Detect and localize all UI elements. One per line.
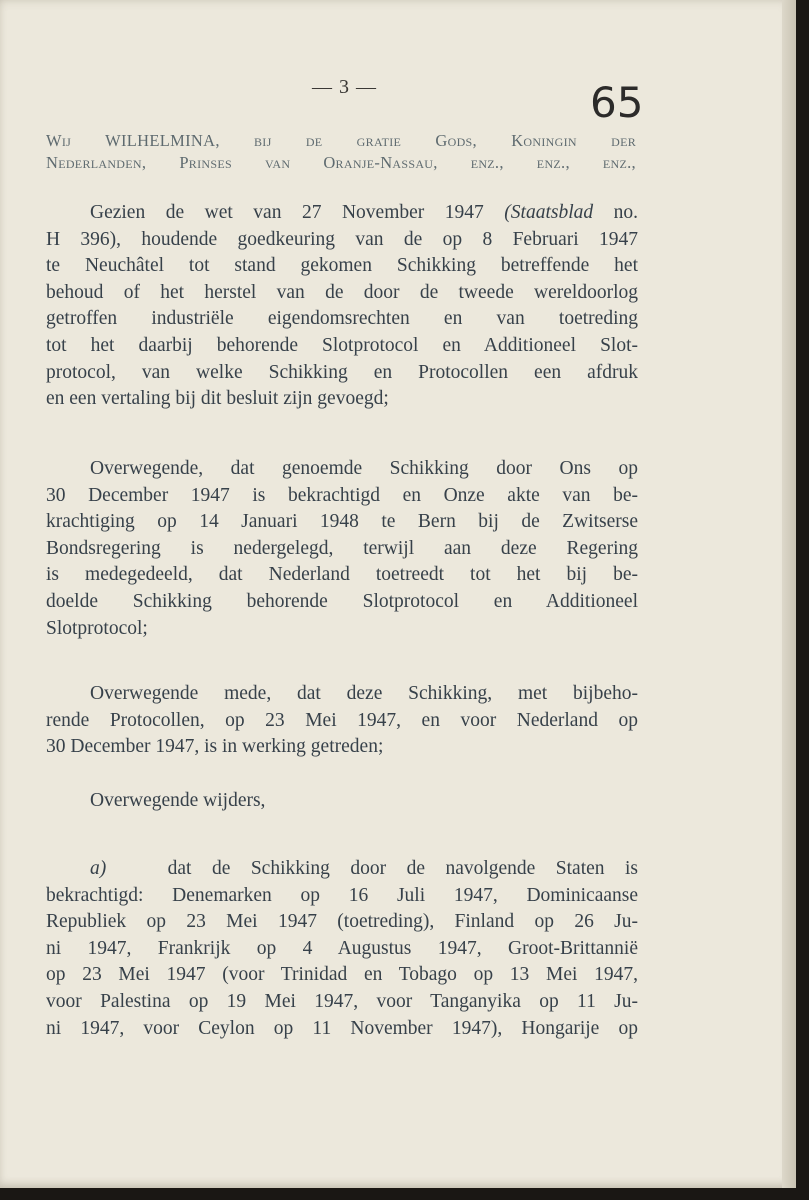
paragraph-gezien	[46, 200, 638, 413]
text-line: Slotprotocol;	[46, 617, 148, 639]
text-line: H 396), houdende goedkeuring van de op 8 Februari 1947	[46, 228, 638, 250]
text-line: Bondsregering is nedergelegd, terwijl aan deze Regering	[46, 537, 638, 559]
text-line: tot het daarbij behorende Slotprotocol en Additioneel Slot-	[46, 334, 638, 356]
text-line: Overwegende wijders,	[90, 790, 266, 811]
page-edge	[782, 0, 796, 1188]
header-line-2: Nederlanden, Prinses van Oranje-Nassau, enz., enz., enz.,	[46, 153, 636, 172]
text-line: 30 December 1947 is bekrachtigd en Onze akte van be-	[46, 484, 638, 506]
decree-header	[46, 130, 636, 174]
header-line-1: Wij WILHELMINA, bij de gratie Gods, Koningin der	[46, 131, 636, 150]
text-line: doelde Schikking behorende Slotprotocol en Additioneel	[46, 590, 638, 612]
text-line: rende Protocollen, op 23 Mei 1947, en voor Nederland op	[46, 709, 638, 731]
text-line: en een vertaling bij dit besluit zijn gevoegd;	[46, 388, 389, 410]
text-line: Republiek op 23 Mei 1947 (toetreding), Finland op 26 Ju-	[46, 911, 638, 933]
text-line: Overwegende, dat genoemde Schikking door Ons op	[90, 458, 638, 479]
text-line: getroffen industriële eigendomsrechten en van toetreding	[46, 308, 638, 330]
text-line: 30 December 1947, is in werking getreden;	[46, 736, 384, 758]
text-line: Overwegende mede, dat deze Schikking, met bijbeho-	[90, 683, 638, 704]
text-line: op 23 Mei 1947 (voor Trinidad en Tobago op 13 Mei 1947,	[46, 964, 638, 986]
text-line: behoud of het herstel van de door de tweede wereldoorlog	[46, 281, 638, 303]
paragraph-a	[46, 856, 638, 1042]
text-line: Gezien de wet van 27 November 1947 (Staatsblad no.	[90, 202, 639, 223]
paragraph-overwegende-wijders	[46, 788, 638, 815]
paragraph-overwegende-mede	[46, 681, 638, 761]
text-line: protocol, van welke Schikking en Protocollen een afdruk	[46, 361, 638, 383]
text-line: ni 1947, Frankrijk op 4 Augustus 1947, Groot-Brittannië	[46, 937, 638, 959]
text-line: is medegedeeld, dat Nederland toetreedt tot het bij be-	[46, 564, 638, 586]
stamp-number: 65	[590, 78, 644, 127]
item-label: a)	[90, 858, 107, 879]
text-line: krachtiging op 14 Januari 1948 te Bern bij de Zwitserse	[46, 511, 638, 533]
paragraph-overwegende-1	[46, 456, 638, 642]
item-text: dat de Schikking door de navolgende Staten is	[167, 858, 639, 879]
page-number: — 3 —	[312, 76, 377, 98]
text-line: te Neuchâtel tot stand gekomen Schikking betreffende het	[46, 255, 638, 277]
text-line: ni 1947, voor Ceylon op 11 November 1947), Hongarije op	[46, 1017, 638, 1039]
text-line	[46, 856, 638, 883]
text-line: bekrachtigd: Denemarken op 16 Juli 1947, Dominicaanse	[46, 884, 638, 906]
text-line: voor Palestina op 19 Mei 1947, voor Tanganyika op 11 Ju-	[46, 990, 638, 1012]
